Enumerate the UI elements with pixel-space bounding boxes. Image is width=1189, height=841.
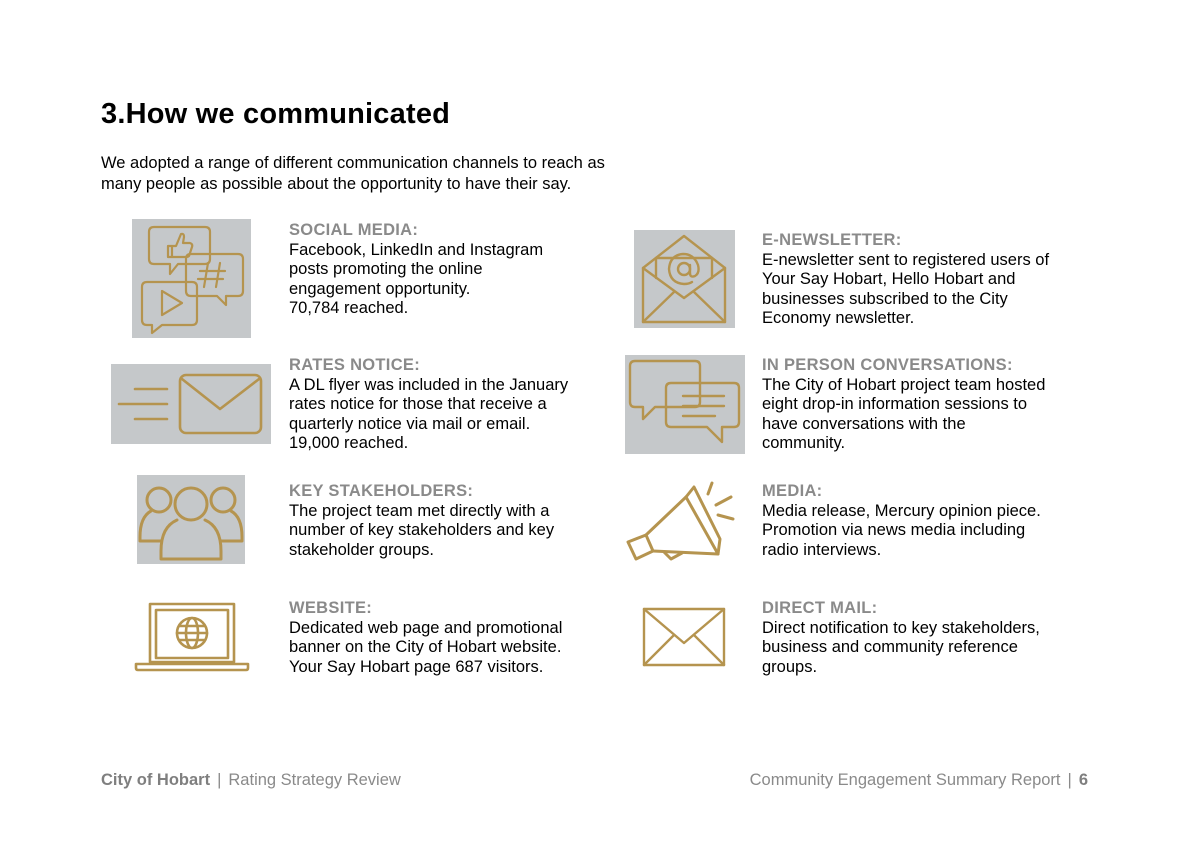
channel-description: The City of Hobart project team hosted eight drop-in information sessions to have conversations with the community.	[762, 375, 1046, 452]
channel-description: A DL flyer was included in the January rates notice for those that receive a quarterly notice via mail or email. 19,000 reached.	[289, 375, 569, 452]
megaphone-icon	[624, 479, 736, 563]
channel-heading: E-NEWSLETTER:	[762, 231, 902, 249]
channel-direct-mail	[762, 599, 1040, 677]
channel-description: Direct notification to key stakeholders, business and community reference groups.	[762, 618, 1040, 676]
channel-media	[762, 482, 1041, 560]
channel-in-person	[762, 356, 1045, 454]
channel-heading: DIRECT MAIL:	[762, 599, 878, 617]
newsletter-icon	[634, 230, 735, 328]
rates-notice-icon	[111, 364, 271, 444]
channel-description: Facebook, LinkedIn and Instagram posts promoting the online engagement opportunity. 70,784 reached.	[289, 240, 544, 317]
intro-paragraph: We adopted a range of different communication channels to reach as many people as possible about the opportunity to have their say.	[101, 154, 605, 193]
social-media-icon	[132, 219, 251, 338]
stakeholders-icon	[137, 475, 245, 564]
footer-right	[750, 771, 1088, 790]
footer-separator: |	[1067, 771, 1072, 789]
channel-heading: SOCIAL MEDIA:	[289, 221, 419, 239]
website-icon	[134, 602, 250, 674]
channel-description: Media release, Mercury opinion piece. Promotion via news media including radio interviews.	[762, 501, 1041, 559]
channel-website	[289, 599, 562, 677]
footer-left	[101, 771, 401, 790]
channel-rates-notice	[289, 356, 568, 454]
channel-key-stakeholders	[289, 482, 554, 560]
footer-separator: |	[217, 771, 222, 789]
footer-report-title: Community Engagement Summary Report	[749, 771, 1061, 789]
channel-description: E-newsletter sent to registered users of Your Say Hobart, Hello Hobart and businesses subscribed to the City Economy newsletter.	[762, 250, 1050, 327]
conversation-icon	[625, 355, 745, 454]
channel-heading: IN PERSON CONVERSATIONS:	[762, 356, 1013, 374]
footer-project: Rating Strategy Review	[228, 771, 401, 789]
page-title: 3.How we communicated	[101, 98, 451, 130]
page-number: 6	[1078, 771, 1088, 789]
channel-heading: MEDIA:	[762, 482, 823, 500]
channel-description: The project team met directly with a number of key stakeholders and key stakeholder groups.	[289, 501, 555, 559]
channel-social-media	[289, 221, 543, 319]
direct-mail-icon	[642, 607, 726, 667]
channel-heading: RATES NOTICE:	[289, 356, 421, 374]
channel-heading: WEBSITE:	[289, 599, 373, 617]
channel-heading: KEY STAKEHOLDERS:	[289, 482, 474, 500]
channel-description: Dedicated web page and promotional banner on the City of Hobart website. Your Say Hobart page 687 visitors.	[289, 618, 563, 676]
footer-organisation: City of Hobart	[101, 771, 211, 789]
channel-e-newsletter	[762, 231, 1049, 329]
